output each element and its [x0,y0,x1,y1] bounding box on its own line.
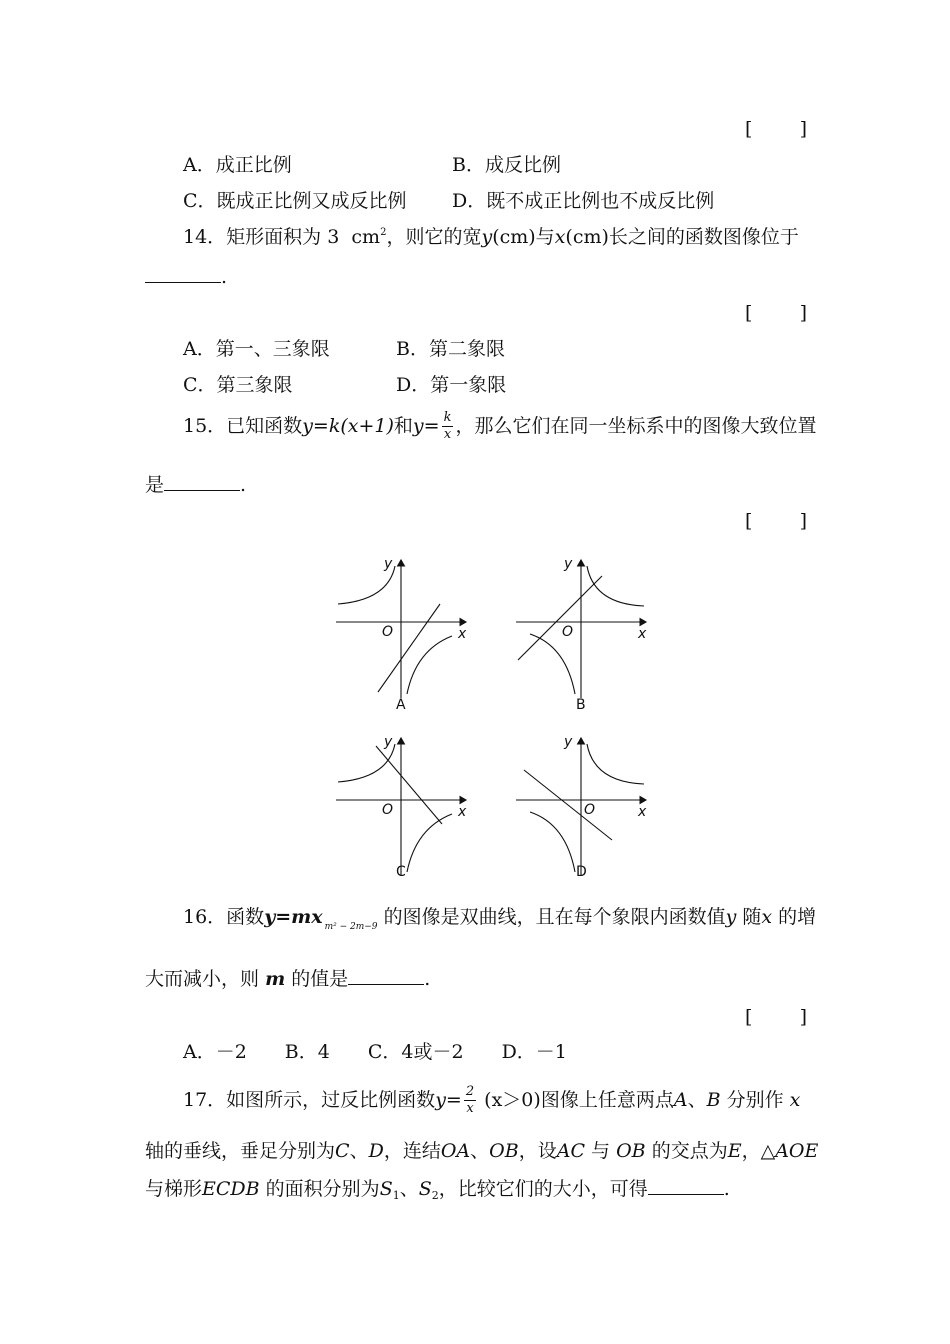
svg-text:x: x [638,804,647,820]
q15-answer-line: 是 . [145,474,247,496]
graph-a [336,560,466,698]
svg-text:x: x [458,804,467,820]
q15-blank[interactable] [164,474,240,491]
svg-text:y: y [384,734,393,750]
svg-text:y: y [564,556,573,572]
q14-blank[interactable] [145,266,221,283]
q13-option-a: A．成正比例 [183,154,292,176]
fraction-2-over-x: $\frac{2}{x}$ [465,1084,475,1117]
q13-option-d: D．既不成正比例也不成反比例 [452,190,715,212]
graph-b [516,560,646,698]
svg-text:O: O [382,802,394,818]
q15-stem: 15．已知函数y=k(x+1)和y= $\frac{k}{x}$ ，那么它们在同一坐标系中的图像大致位置 [183,410,817,443]
q16-options: A．－2 B．4 C．4或－2 D．－1 [183,1041,567,1063]
graph-d [516,738,646,876]
q17-blank[interactable] [648,1178,724,1195]
q14-stem: 14．矩形面积为 3 $cm^2$，则它的宽y(cm)与x(cm)长之间的函数图像位于 [183,226,799,248]
q14-answer-line: . [145,266,227,289]
q14-option-b: B．第二象限 [396,338,505,360]
q16-stem: 16．函数y=mx $_{m^2 - 2m-9}$ 的图像是双曲线，且在每个象限内函数值y 随x 的增 [183,906,817,932]
q14-option-c: C．第三象限 [183,374,293,396]
svg-text:x: x [458,626,467,642]
graph-a-label: A [396,697,406,713]
q17-stem: 17．如图所示，过反比例函数y= $\frac{2}{x}$ (x＞0)图像上任意两点A、B 分别作 x [183,1084,801,1117]
q16-answer-line: 大而减小，则 m 的值是 . [145,968,431,990]
q14-option-d: D．第一象限 [396,374,507,396]
svg-text:y: y [384,556,393,572]
q16-blank[interactable] [348,968,424,985]
q14-option-a: A．第一、三象限 [183,338,330,360]
fraction-k-over-x: $\frac{k}{x}$ [443,410,452,443]
svg-text:O: O [584,802,596,818]
svg-text:x: x [638,626,647,642]
answer-bracket-16: [ ] [745,1006,807,1028]
q13-option-b: B．成反比例 [452,154,561,176]
graph-b-label: B [576,697,586,713]
q17-line-2: 轴的垂线，垂足分别为C、D，连结OA、OB，设AC 与 OB 的交点为E，△AOE [145,1140,819,1162]
svg-text:y: y [564,734,573,750]
q13-option-c: C．既成正比例又成反比例 [183,190,407,212]
q15-graphs [328,548,658,888]
answer-bracket-13: [ ] [745,118,807,140]
answer-bracket-15: [ ] [745,510,807,532]
graph-c [336,738,466,876]
graph-c-label: C [396,864,406,880]
q17-line-3: 与梯形ECDB 的面积分别为$S_1$、$S_2$，比较它们的大小，可得 . [145,1178,730,1202]
svg-text:O: O [562,624,574,640]
svg-text:O: O [382,624,394,640]
answer-bracket-14: [ ] [745,302,807,324]
graph-d-label: D [576,864,587,880]
